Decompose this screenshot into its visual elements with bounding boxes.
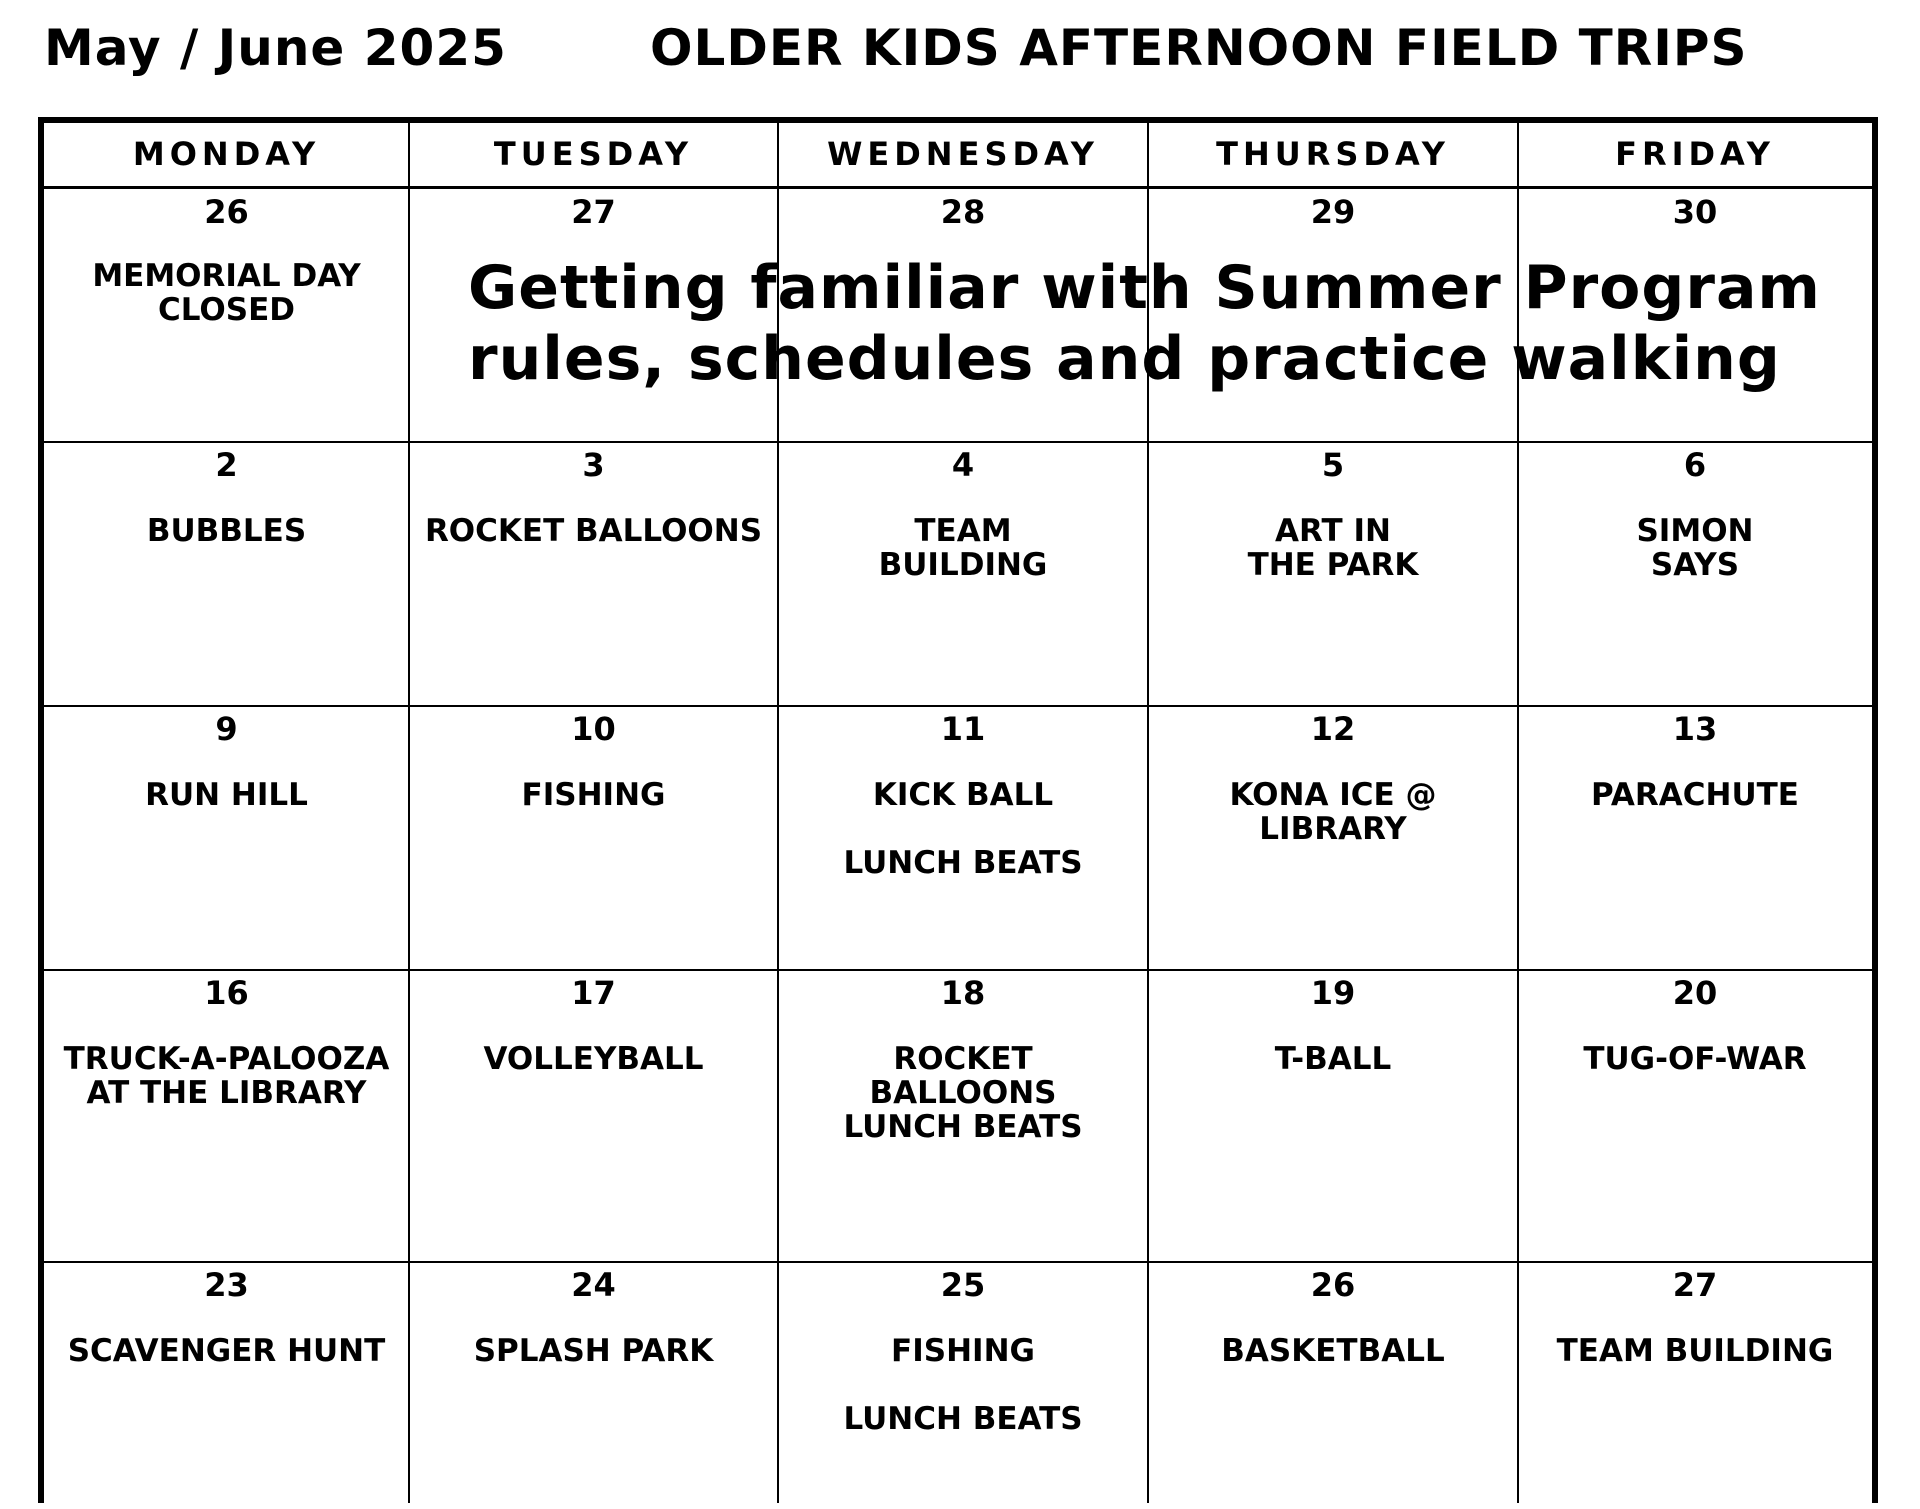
event-label: RUN HILL [145,777,308,813]
date-number: 30 [1672,193,1718,231]
event-label: FISHING [521,777,666,813]
event-label: KICK BALL [872,777,1054,813]
weekday-friday: FRIDAY [1615,135,1775,173]
day-cell [409,706,778,970]
date-number: 26 [1310,1266,1356,1304]
event-label: PARACHUTE [1591,777,1799,813]
date-number: 25 [940,1266,986,1304]
day-cell [409,970,778,1262]
day-cell [409,1262,778,1509]
secondary-event-label: LUNCH BEATS [843,1109,1083,1145]
event-label: TEAM BUILDING [1556,1333,1834,1369]
day-cell [1148,442,1518,706]
day-cell [778,1262,1148,1509]
event-label: ROCKET BALLOONS [424,513,763,549]
date-number: 29 [1310,193,1356,231]
day-cell [44,970,409,1262]
day-cell [1518,706,1872,970]
date-number: 13 [1672,710,1718,748]
secondary-event-label: LUNCH BEATS [843,1401,1083,1437]
event-label: VOLLEYBALL [483,1041,704,1077]
date-number: 17 [571,974,616,1012]
weekday-thursday: THURSDAY [1216,135,1450,173]
date-number: 27 [1672,1266,1718,1304]
date-number: 24 [571,1266,616,1304]
date-number: 6 [1683,446,1707,484]
month-label: May / June 2025 [44,19,507,77]
day-cell [44,189,409,442]
date-number: 4 [951,446,975,484]
date-number: 2 [215,446,238,484]
date-number: 9 [215,710,238,748]
day-cell [1148,1262,1518,1509]
event-label: SIMON SAYS [1636,513,1754,583]
event-label: TUG-OF-WAR [1583,1041,1807,1077]
date-number: 23 [204,1266,249,1304]
date-number: 20 [1672,974,1718,1012]
date-number: 16 [204,974,249,1012]
event-label: ART IN THE PARK [1247,513,1419,583]
weekday-monday: MONDAY [132,135,321,173]
event-label: SPLASH PARK [473,1333,714,1369]
weekday-header-row [44,123,1872,189]
event-label: MEMORIAL DAY CLOSED [92,258,361,328]
day-cell [1148,970,1518,1262]
date-number: 28 [940,193,986,231]
date-number: 19 [1310,974,1356,1012]
day-cell [409,442,778,706]
date-number: 12 [1310,710,1356,748]
day-cell [778,970,1148,1262]
event-label: BUBBLES [146,513,307,549]
event-label: SCAVENGER HUNT [67,1333,386,1369]
date-number: 18 [940,974,986,1012]
day-cell [1518,1262,1872,1509]
date-number: 27 [571,193,616,231]
day-cell [778,442,1148,706]
secondary-event-label: LUNCH BEATS [843,845,1083,881]
date-number: 5 [1321,446,1345,484]
event-label: ROCKET BALLOONS [869,1041,1057,1111]
date-number: 10 [571,710,616,748]
event-label: TEAM BUILDING [878,513,1048,583]
date-number: 3 [582,446,605,484]
date-number: 26 [204,193,249,231]
event-label: FISHING [891,1333,1035,1369]
program-title: OLDER KIDS AFTERNOON FIELD TRIPS [650,19,1748,77]
event-label: KONA ICE @ LIBRARY [1229,777,1437,847]
day-cell [44,706,409,970]
week-banner-text: Getting familiar with Summer Program rules, schedules and practice walking [468,253,1821,394]
event-label: T-BALL [1274,1041,1392,1077]
date-number: 11 [940,710,986,748]
day-cell [1148,706,1518,970]
day-cell [44,1262,409,1509]
day-cell [778,706,1148,970]
day-cell [1518,970,1872,1262]
day-cell [44,442,409,706]
event-label: BASKETBALL [1221,1333,1445,1369]
weekday-wednesday: WEDNESDAY [827,135,1099,173]
day-cell [1518,442,1872,706]
weekday-tuesday: TUESDAY [493,135,694,173]
event-label: TRUCK-A-PALOOZA AT THE LIBRARY [63,1041,390,1111]
